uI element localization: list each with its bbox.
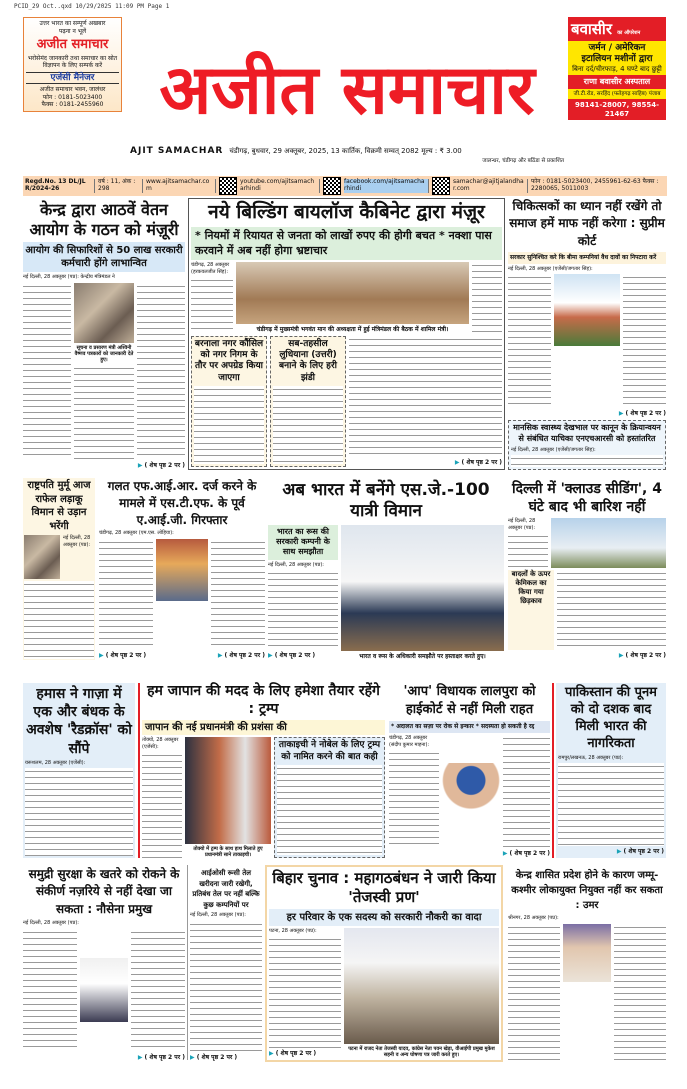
facebook-link[interactable]: facebook.com/ajitsamacharhindi [344, 179, 429, 192]
ad-line: बिना दर्द/चीरफाड़, 4 घण्टे बाद छुट्टी [572, 64, 662, 73]
subhead-cloud-seeding: बादलों के ऊपर केमिकल का किया गया छिड़काव [508, 570, 554, 650]
ad-text: अजीत समाचार भवन, जालंधर [39, 86, 106, 94]
story-body [99, 539, 153, 650]
story-body [191, 277, 233, 334]
headline-president[interactable]: राष्ट्रपति मुर्मू आज राफेल लड़ाकू विमान से उड़ान भरेंगी [27, 480, 91, 532]
continued-link[interactable]: ▶ ( शेष पृष्ठ 2 पर ) [218, 652, 265, 660]
photo-caption: पटना में राजद नेता तेजस्वी यादव, कांग्रेस नेता पवन खेड़ा, वीआईपी प्रमुख मुकेश सहनी व अन्य घोषणा पत्र जारी करते हुए। [348, 1045, 495, 1058]
divider [138, 683, 140, 858]
story-body [74, 365, 134, 460]
photo-caption: भारत व रूस के अधिकारी समझौते पर हस्ताक्षर करते हुए। [359, 652, 486, 660]
story-body [623, 274, 666, 408]
photo-minister [74, 283, 134, 343]
story-body [389, 750, 439, 848]
photo-bihar-manifesto [344, 928, 499, 1044]
published-from: जालन्धर, चंडीगढ़ और बठिंडा से प्रकाशित [482, 157, 564, 164]
story-lead: नई दिल्ली, 28 अक्तूबर (पप्र): [190, 912, 246, 918]
story-supreme-court [508, 198, 666, 470]
headline-stf[interactable]: गलत एफ.आई.आर. दर्ज करने के मामले में एस.टी.एफ. के पूर्व ए.आई.जी. गिरफ्तार [107, 479, 257, 527]
headline-supreme-court[interactable]: चिकित्सकों का ध्यान नहीं रखेंगे तो समाज हमें माफ नहीं करेगा : सुप्रीम कोर्ट [509, 199, 665, 248]
story-lead: नई दिल्ली, 28 अक्तूबर (पप्र): [63, 535, 91, 548]
story-lead: चंडीगढ़, 28 अक्तूबर (हरकवलजीत सिंह): [191, 262, 230, 275]
continued-link[interactable]: ▶ ( शेष पृष्ठ 2 पर ) [508, 652, 666, 660]
photo-lalpura [442, 763, 500, 821]
subhead-bihar: हर परिवार के एक सदस्य को सरकारी नौकरी का वादा [269, 909, 499, 926]
photo-cabinet-meeting [236, 262, 469, 324]
subhead-pay-commission: आयोग की सिफारिशों से 50 लाख सरकारी कर्मचारी होंगे लाभान्वित [23, 242, 185, 272]
info-bar [23, 176, 667, 196]
subhead-lalpura: * अदालत का सज़ा पर रोक से इन्कार * सदस्यता हो सकती है रद्द [389, 721, 550, 733]
story-lead: नई दिल्ली, 28 अक्तूबर (पप्र): केन्द्रीय मंत्रिमंडल ने [23, 274, 115, 280]
continued-link[interactable]: ▶ ( शेष पृष्ठ 2 पर ) [190, 1054, 262, 1062]
phone-numbers: फोन : 0181-5023400, 2455961-62-63 फैक्स : 2280065, 5011003 [531, 178, 659, 192]
story-trump-japan [142, 683, 385, 858]
headline-navy[interactable]: समुद्री सुरक्षा के खतरे को रोकने के संकीर्ण नज़रिये से नहीं देखा जा सकता : नौसेना प्रमुख [28, 867, 180, 916]
masthead-info [130, 146, 564, 164]
dateline: चंडीगढ़, बुधवार, 29 अक्तूबर, 2025, 13 कार्तिक, विक्रमी सम्वत् 2082 मूल्य : ₹ 3.00 [229, 147, 462, 155]
photo-cloud-seeding-plane [551, 518, 666, 568]
ad-text: भरोसेमंद जानकारी तथा समाचार का स्रोत [27, 54, 118, 62]
story-body [472, 262, 502, 334]
headline-bihar[interactable]: बिहार चुनाव : महागठबंधन ने जारी किया 'तेजस्वी प्रण' [272, 869, 496, 906]
mental-health-box [508, 420, 666, 470]
ad-manager: एजेंसी मैनेजर [26, 72, 119, 85]
photo-president [24, 535, 60, 579]
story-body [508, 274, 551, 408]
ad-phone: 98141-28007, 98554-21467 [568, 99, 666, 120]
photo-caption: सूचना व प्रसारण मंत्री अश्विनी वैष्णव पत्रकारों को जानकारी देते हुए। [74, 344, 134, 363]
left-ear-ad[interactable] [23, 17, 122, 112]
photo-caption: चंडीगढ़ में मुख्यमंत्री भगवंत मान की अध्यक्षता में हुई मंत्रिमंडल की बैठक में शामिल मंत्री। [256, 326, 449, 334]
website-link[interactable]: www.ajitsamachar.com [146, 179, 216, 192]
story-hamas [23, 683, 135, 858]
story-body [508, 533, 548, 568]
sidebox-headline: बरनाला नगर कौंसिल को नगर निगम के तौर पर अपग्रेड किया जाएगा [194, 338, 264, 383]
ad-text: विज्ञापन के लिए सम्पर्क करें [42, 62, 103, 70]
story-lead: नई दिल्ली, 28 अक्तूबर (पप्र): [23, 920, 79, 927]
subhead-bylaws: * नियमों में रियायत से जनता को लाखों रुपए की होगी बचत * नक्शा पास करवाने में अब नहीं होगा भ्रष्टाचार [191, 227, 502, 261]
story-omar [508, 868, 666, 1062]
print-header: PCID_29 Oct..qxd 10/29/2025 11:09 PM Page 1 [14, 3, 170, 10]
headline-sj100[interactable]: अब भारत में बनेंगे एस.जे.-100 यात्री विमान [282, 480, 490, 522]
story-ioc [190, 868, 262, 1062]
photo-omar [563, 924, 611, 982]
masthead-title: अजीत समाचार [159, 50, 535, 130]
story-lead: चंडीगढ़, 28 अक्तूबर (एम.एस. लोहिया): [99, 530, 174, 537]
email-link[interactable]: samachar@ajitjalandhar.com [453, 179, 528, 192]
sidebox-headline: सब-तहसील लुधियाना (उत्तरी) बनाने के लिए हरी झंडी [279, 338, 337, 383]
headline-hamas[interactable]: हमास ने गाज़ा में एक और बंधक के अवशेष 'रैडक्रॉस' को सौंपे [26, 686, 132, 757]
story-body [142, 752, 182, 858]
story-body [614, 924, 666, 1063]
youtube-link[interactable]: youtube.com/ajitsamacharhindi [240, 179, 320, 192]
story-body [508, 924, 560, 1063]
ad-address: जी.टी.रोड, सरहिंद (फतेहगढ़ साहिब) पंजाब [568, 89, 666, 100]
story-lead: नई दिल्ली, 28 अक्तूबर (पप्र): [508, 518, 536, 531]
continued-link[interactable]: ▶ ( शेष पृष्ठ 2 पर ) [23, 462, 185, 470]
story-lead: तोक्यो, 28 अक्तूबर (एजेंसी): [142, 737, 179, 750]
story-body [24, 581, 94, 659]
continued-link[interactable]: ▶ ( शेष पृष्ठ 2 पर ) [389, 850, 550, 858]
headline-lalpura[interactable]: 'आप' विधायक लालपुरा को हाईकोर्ट से नहीं मिली राहत [403, 684, 536, 718]
story-lalpura [389, 683, 550, 858]
sidebox-barnala [191, 336, 267, 467]
headline-mental-health[interactable]: मानसिक स्वास्थ्य देखभाल पर कानून के क्रियान्वयन से संबंधित याचिका एनएचआरसी को हस्तांतरित [513, 422, 661, 443]
qr-code-icon [432, 177, 450, 195]
continued-link[interactable]: ▶ ( शेष पृष्ठ 2 पर ) [508, 410, 666, 418]
headline-bylaws[interactable]: नये बिल्डिंग बायलॉज कैबिनेट द्वारा मंज़ूर [208, 201, 485, 223]
photo-caption: तोक्यो में ट्रम्प के साथ हाथ मिलाते हुए प्रधानमंत्री साने ताकाइची। [193, 845, 263, 858]
takaichi-nobel-box [274, 737, 385, 858]
ad-hospital: राणा बवासीर अस्पताल [568, 75, 666, 89]
ad-text: उत्तर भारत का सम्पूर्ण अखबार [39, 20, 106, 27]
story-body [503, 735, 550, 848]
headline-cloud-seeding[interactable]: दिल्ली में 'क्लाउड सीडिंग', 4 घंटे बाद भी बारिश नहीं [512, 481, 662, 516]
continued-link[interactable]: ▶ ( शेष पृष्ठ 2 पर ) [269, 1050, 341, 1058]
ad-line: जर्मन / अमेरिकन [588, 43, 646, 53]
ad-text: फोन : 0181-5023400 [42, 93, 103, 101]
photo-officer [156, 539, 208, 601]
story-lead: नई दिल्ली, 28 अक्तूबर (एजेंसी/जगतार सिंह): [508, 265, 593, 272]
story-stf [99, 478, 265, 660]
story-body [557, 570, 666, 650]
story-poonam [556, 683, 666, 858]
headline-trump-japan[interactable]: हम जापान की मदद के लिए हमेशा तैयार रहेंगे : ट्रम्प [147, 683, 380, 717]
story-lead: रामपुर/लखनऊ, 28 अक्तूबर (पप्र): [558, 754, 624, 761]
story-body [268, 570, 338, 650]
story-lead: पटना, 28 अक्तूबर (पप्र): [269, 927, 317, 934]
continued-link[interactable]: ▶ ( शेष पृष्ठ 2 पर ) [558, 848, 664, 856]
ad-text: पढ़ना न भूलें [58, 27, 87, 35]
continued-link[interactable]: ▶ ( शेष पृष्ठ 2 पर ) [23, 1054, 185, 1062]
photo-trump-takaichi [185, 737, 271, 844]
continued-link[interactable]: ▶ ( शेष पृष्ठ 2 पर ) [268, 652, 338, 660]
continued-link[interactable]: ▶ ( शेष पृष्ठ 2 पर ) [99, 652, 146, 660]
subhead-supreme-court: सरकार सुनिश्चित करे कि बीमा कम्पनियां वैध दावों का निपटारा करें [508, 252, 666, 264]
story-navy [23, 866, 185, 1062]
story-body [349, 336, 502, 457]
photo-supreme-court [554, 274, 620, 346]
sidebox-ludhiana [270, 336, 346, 467]
story-body [137, 283, 185, 461]
story-pay-commission [23, 200, 185, 470]
story-lead: नई दिल्ली, 28 अक्तूबर (एजेंसी/जगतार सिंह): [511, 446, 596, 453]
headline-poonam[interactable]: पाकिस्तान की पूनम को दो दशक बाद मिली भारत की नागरिकता [565, 685, 657, 751]
story-lead: नई दिल्ली, 28 अक्तूबर (पप्र): [268, 561, 324, 568]
qr-code-icon [219, 177, 237, 195]
story-body [23, 929, 77, 1053]
story-body [211, 539, 265, 650]
story-lead: चंडीगढ़, 28 अक्तूबर (संदीप कुमार माहना): [389, 735, 430, 748]
continued-link[interactable]: ▶ ( शेष पृष्ठ 2 पर ) [349, 459, 502, 467]
ad-text: फैक्स : 0181-2455960 [41, 101, 104, 109]
story-body [558, 763, 664, 846]
story-lead: श्रीनगर, 28 अक्तूबर (पप्र): [508, 915, 559, 921]
divider [552, 683, 554, 858]
story-cloud-seeding [508, 480, 666, 660]
story-body [190, 921, 262, 1053]
headline-omar[interactable]: केन्द्र शासित प्रदेश होने के कारण जम्मू-कश्मीर लोकायुक्त नियुक्त नहीं कर सकता : उमर [511, 870, 663, 911]
qr-code-icon [323, 177, 341, 195]
story-body [23, 283, 71, 461]
ad-sub: का ऑपरेशन [617, 30, 641, 36]
subhead-trump-japan: जापान की नई प्रधानमंत्री की प्रशंसा की [142, 720, 385, 735]
ad-line: इटालियन मशीनों द्वारा [581, 53, 653, 64]
story-body [25, 768, 133, 856]
story-president [23, 478, 95, 660]
photo-aircraft-signing [341, 525, 504, 651]
right-ear-ad[interactable] [568, 17, 666, 120]
sidebox-headline: ताकाइची ने नोबेल के लिए ट्रम्प को नामित करने की बात कही [278, 740, 381, 762]
volume-issue: वर्ष : 11, अंक : 298 [98, 179, 143, 192]
story-bylaws [188, 198, 505, 470]
ad-brand: अजीत समाचार [36, 37, 109, 52]
story-body [269, 936, 341, 1048]
headline-pay-commission[interactable]: केन्द्र द्वारा आठवें वेतन आयोग के गठन को मंज़ूरी [29, 200, 179, 239]
photo-navy-chief [80, 958, 128, 1022]
story-bihar [265, 865, 503, 1062]
masthead-english: AJIT SAMACHAR [130, 146, 224, 156]
story-lead: यरूशलम, 28 अक्तूबर (एजेंसी): [25, 759, 86, 766]
subhead-sj100: भारत का रूस की सरकारी कम्पनी के साथ समझौता [268, 525, 338, 560]
story-body [131, 929, 185, 1053]
divider [187, 865, 188, 1060]
reg-number: Regd.No. 13 DL/JLR/2024-26 [25, 179, 95, 192]
story-sj100 [268, 480, 504, 660]
headline-ioc[interactable]: आईओसी रूसी तेल खरीदना जारी रखेगी, प्रतिबंध तेल पर नहीं बल्कि कुछ कम्पनियों पर [192, 869, 260, 909]
ad-title: बवासीर [571, 20, 612, 38]
